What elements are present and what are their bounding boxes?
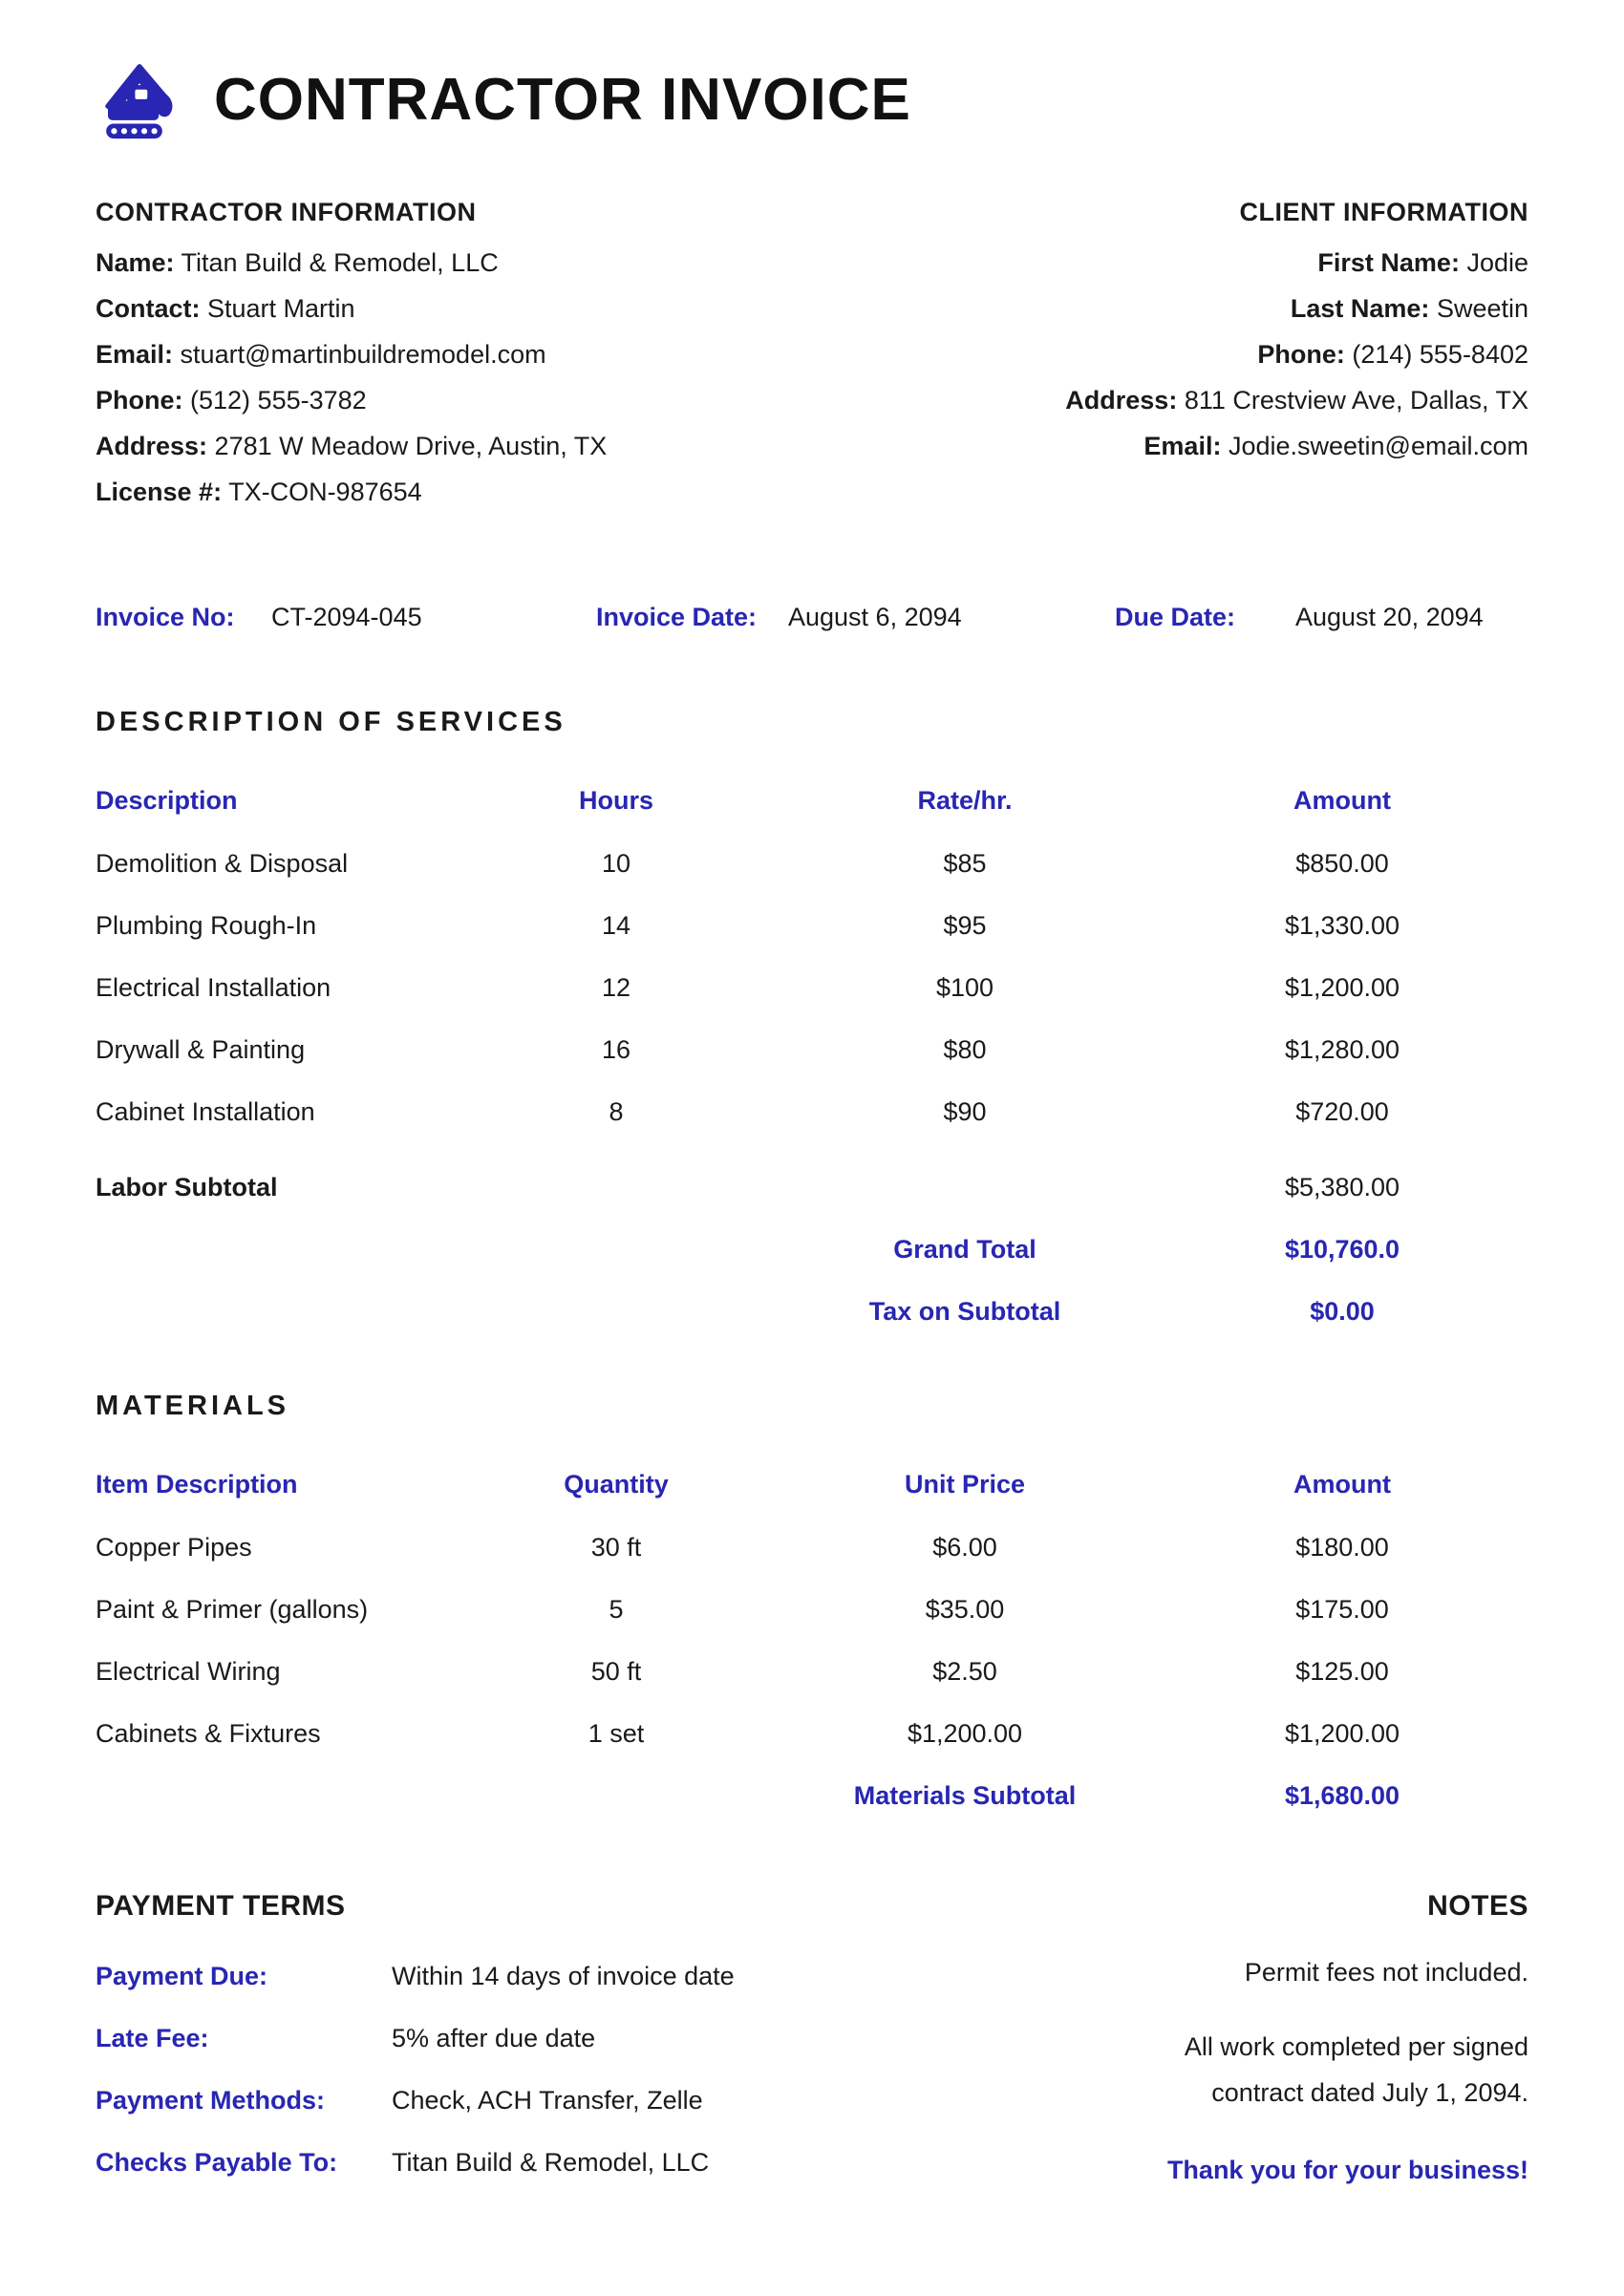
service-rate: $80 <box>943 1035 987 1064</box>
contractor-license: License #: TX-CON-987654 <box>96 478 422 506</box>
checks-payable-row <box>96 2132 879 2194</box>
contractor-email: Email: stuart@martinbuildremodel.com <box>96 340 546 369</box>
grand-total-row <box>96 1219 1528 1281</box>
excavator-icon <box>96 55 183 144</box>
material-quantity: 5 <box>609 1595 624 1624</box>
service-amount: $1,330.00 <box>1284 911 1400 940</box>
services-col-hours: Hours <box>578 785 653 815</box>
page-title: CONTRACTOR INVOICE <box>214 67 911 133</box>
service-row <box>96 1081 1528 1143</box>
service-row <box>96 1019 1528 1081</box>
materials-col-unit-price: Unit Price <box>904 1469 1026 1499</box>
service-hours: 10 <box>601 849 631 878</box>
notes <box>1070 1888 1528 2194</box>
materials-col-quantity: Quantity <box>564 1469 669 1499</box>
material-quantity: 1 set <box>588 1719 645 1748</box>
service-description: Demolition & Disposal <box>96 849 349 878</box>
services-header-row <box>96 781 1528 819</box>
payment-methods-row <box>96 2070 879 2132</box>
material-quantity: 50 ft <box>590 1657 642 1686</box>
material-amount: $1,200.00 <box>1284 1719 1400 1748</box>
materials-subtotal-row <box>96 1765 1528 1827</box>
late-fee-row <box>96 2008 879 2070</box>
services-col-rate: Rate/hr. <box>917 785 1013 815</box>
materials-col-description: Item Description <box>96 1469 298 1499</box>
material-unit-price: $1,200.00 <box>907 1719 1023 1748</box>
tax-value: $0.00 <box>1310 1297 1375 1326</box>
services-heading: DESCRIPTION OF SERVICES <box>96 707 566 737</box>
bottom-section <box>96 1888 1528 2194</box>
note-line-1: Permit fees not included. <box>1244 1958 1528 1987</box>
due-date-label: Due Date: <box>1115 603 1236 631</box>
service-row <box>96 895 1528 957</box>
client-address: Address: 811 Crestview Ave, Dallas, TX <box>1065 386 1528 415</box>
header <box>96 55 1528 144</box>
material-description: Copper Pipes <box>96 1533 252 1562</box>
material-amount: $175.00 <box>1295 1595 1389 1624</box>
invoice-date-value: August 6, 2094 <box>788 603 962 631</box>
service-amount: $850.00 <box>1295 849 1389 878</box>
services-col-amount: Amount <box>1293 785 1391 815</box>
material-row <box>96 1517 1528 1579</box>
payment-methods-label: Payment Methods: <box>96 2086 326 2115</box>
client-phone: Phone: (214) 555-8402 <box>1257 340 1528 369</box>
late-fee-label: Late Fee: <box>96 2024 209 2052</box>
material-row <box>96 1641 1528 1703</box>
client-info <box>1065 196 1528 515</box>
client-heading: CLIENT INFORMATION <box>1239 198 1528 226</box>
service-rate: $95 <box>943 911 987 940</box>
client-first-name: First Name: Jodie <box>1317 248 1528 277</box>
service-amount: $720.00 <box>1295 1097 1389 1126</box>
payment-due-row <box>96 1945 879 2008</box>
material-unit-price: $35.00 <box>925 1595 1005 1624</box>
tax-label: Tax on Subtotal <box>868 1297 1061 1326</box>
payment-due-value: Within 14 days of invoice date <box>392 1962 735 1990</box>
payment-terms <box>96 1888 879 2194</box>
service-rate: $85 <box>943 849 987 878</box>
material-description: Cabinets & Fixtures <box>96 1719 321 1748</box>
service-description: Plumbing Rough-In <box>96 911 317 940</box>
service-amount: $1,200.00 <box>1284 973 1400 1002</box>
checks-payable-label: Checks Payable To: <box>96 2148 338 2177</box>
contractor-contact: Contact: Stuart Martin <box>96 294 355 323</box>
late-fee-value: 5% after due date <box>392 2024 596 2052</box>
contractor-phone: Phone: (512) 555-3782 <box>96 386 367 415</box>
material-quantity: 30 ft <box>590 1533 642 1562</box>
service-rate: $90 <box>943 1097 987 1126</box>
labor-subtotal-label: Labor Subtotal <box>96 1173 278 1201</box>
material-amount: $125.00 <box>1295 1657 1389 1686</box>
tax-row <box>96 1281 1528 1343</box>
grand-total-value: $10,760.0 <box>1284 1235 1400 1264</box>
materials-heading: MATERIALS <box>96 1391 290 1421</box>
material-row <box>96 1703 1528 1765</box>
services-col-description: Description <box>96 785 238 815</box>
service-description: Electrical Installation <box>96 973 331 1002</box>
notes-heading: NOTES <box>1427 1890 1528 1922</box>
material-amount: $180.00 <box>1295 1533 1389 1562</box>
service-hours: 12 <box>601 973 631 1002</box>
invoice-no-value: CT-2094-045 <box>271 603 422 631</box>
contractor-name: Name: Titan Build & Remodel, LLC <box>96 248 499 277</box>
service-description: Drywall & Painting <box>96 1035 306 1064</box>
contractor-info <box>96 196 607 515</box>
service-row <box>96 957 1528 1019</box>
material-row <box>96 1579 1528 1641</box>
service-hours: 16 <box>601 1035 631 1064</box>
info-section <box>96 196 1528 515</box>
contractor-address: Address: 2781 W Meadow Drive, Austin, TX <box>96 432 608 460</box>
note-line-2: All work completed per signed contract dated July 1, 2094. <box>1184 2032 1528 2107</box>
client-last-name: Last Name: Sweetin <box>1290 294 1528 323</box>
thank-you-note: Thank you for your business! <box>1166 2156 1528 2184</box>
material-description: Electrical Wiring <box>96 1657 281 1686</box>
payment-terms-rows <box>96 1945 879 2194</box>
service-description: Cabinet Installation <box>96 1097 315 1126</box>
service-hours: 14 <box>601 911 631 940</box>
labor-subtotal-value: $5,380.00 <box>1284 1173 1400 1201</box>
due-date-value: August 20, 2094 <box>1295 603 1484 631</box>
service-hours: 8 <box>609 1097 624 1126</box>
materials-header-row <box>96 1465 1528 1503</box>
invoice-date-label: Invoice Date: <box>596 603 758 631</box>
material-unit-price: $2.50 <box>932 1657 997 1686</box>
materials-subtotal-label: Materials Subtotal <box>853 1781 1077 1810</box>
material-unit-price: $6.00 <box>932 1533 997 1562</box>
invoice-meta <box>96 603 1528 632</box>
service-rate: $100 <box>935 973 994 1002</box>
payment-due-label: Payment Due: <box>96 1962 268 1990</box>
payment-methods-value: Check, ACH Transfer, Zelle <box>392 2086 703 2115</box>
materials-col-amount: Amount <box>1293 1469 1391 1499</box>
grand-total-label: Grand Total <box>893 1235 1036 1264</box>
labor-subtotal-row <box>96 1157 1528 1219</box>
material-description: Paint & Primer (gallons) <box>96 1595 369 1624</box>
payment-terms-heading: PAYMENT TERMS <box>96 1890 346 1922</box>
invoice-no-label: Invoice No: <box>96 603 235 631</box>
contractor-heading: CONTRACTOR INFORMATION <box>96 198 477 226</box>
service-row <box>96 833 1528 895</box>
client-email: Email: Jodie.sweetin@email.com <box>1143 432 1528 460</box>
materials-subtotal-value: $1,680.00 <box>1284 1781 1400 1810</box>
checks-payable-value: Titan Build & Remodel, LLC <box>392 2148 710 2177</box>
service-amount: $1,280.00 <box>1284 1035 1400 1064</box>
